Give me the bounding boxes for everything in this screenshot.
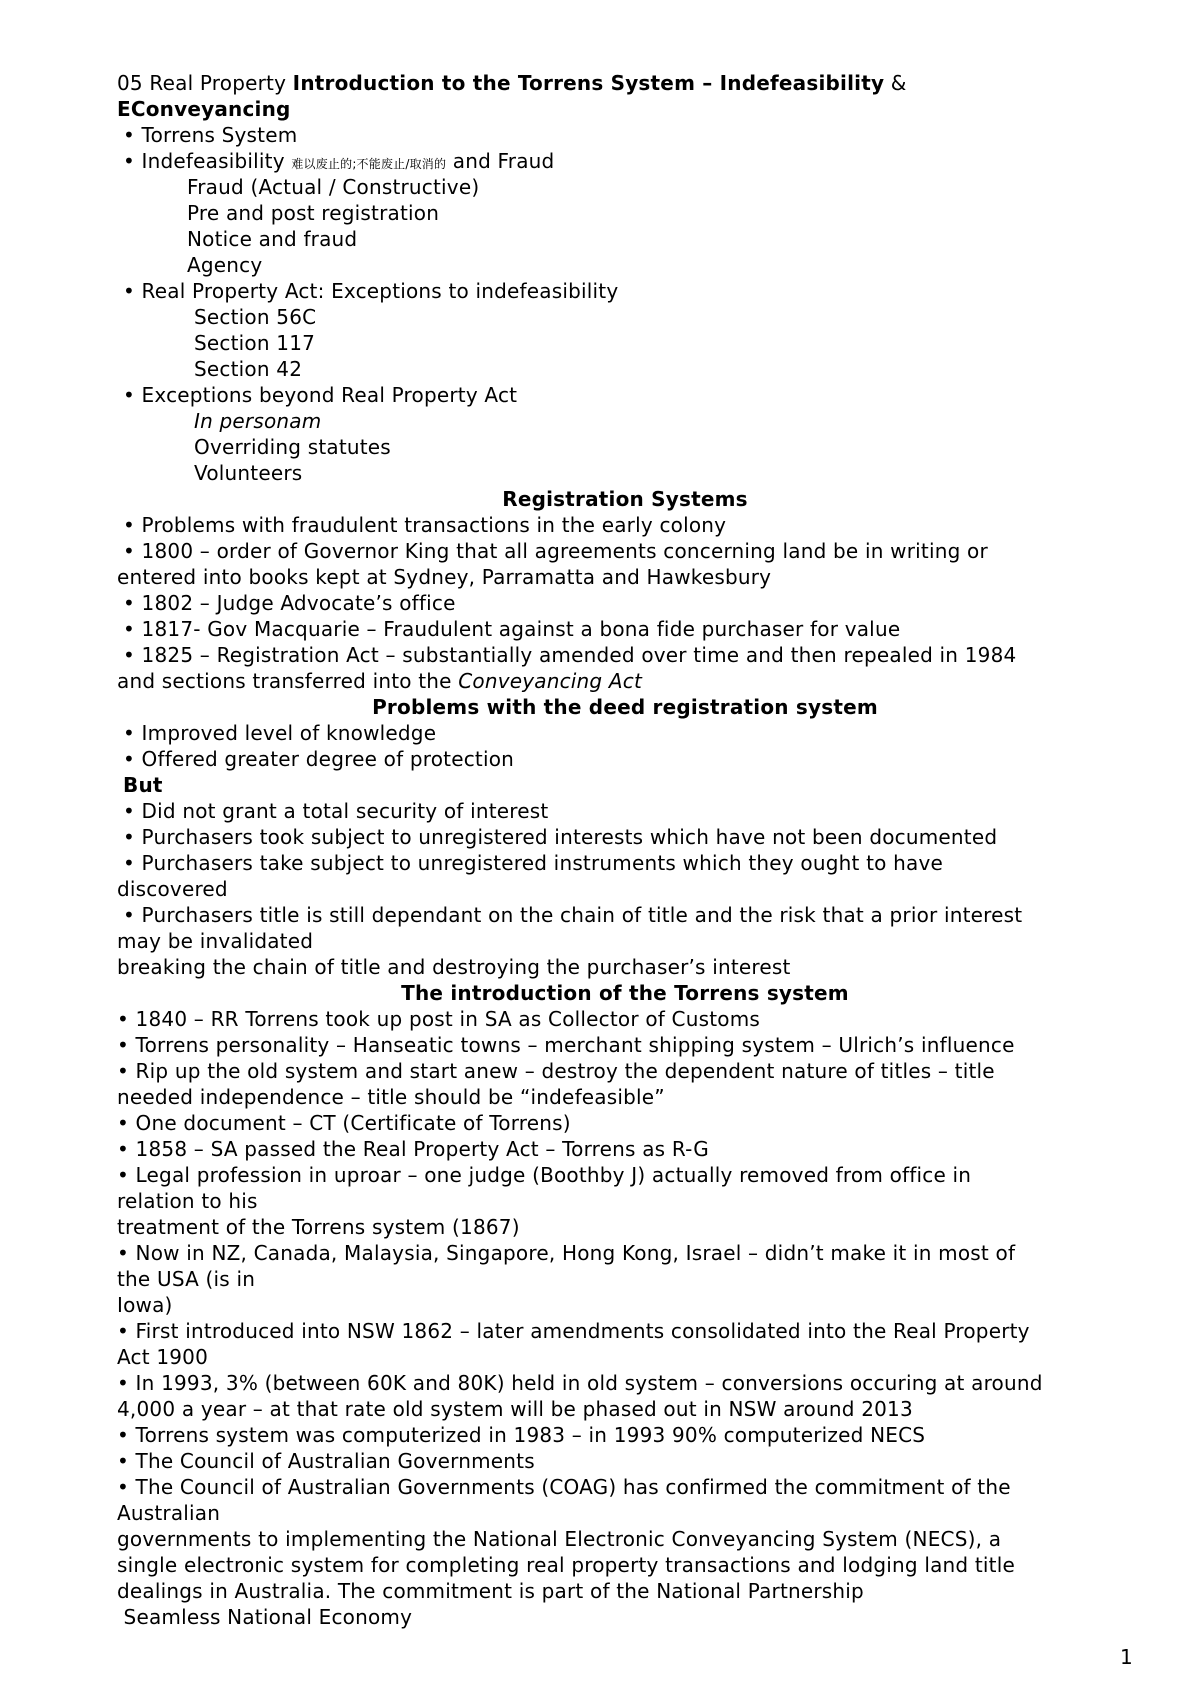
body-line: • One document – CT (Certificate of Torrens): [117, 1111, 571, 1135]
body-line: • Problems with fraudulent transactions in the early colony: [123, 513, 727, 537]
body-line: Iowa): [117, 1293, 173, 1317]
section-heading: The introduction of the Torrens system: [401, 981, 849, 1005]
outline-item: [123, 148, 554, 177]
body-line: Act 1900: [117, 1345, 209, 1369]
body-line: breaking the chain of title and destroying the purchaser’s interest: [117, 955, 791, 979]
title-bold: Introduction to the Torrens System – Indefeasibility: [292, 71, 885, 95]
body-line: • First introduced into NSW 1862 – later amendments consolidated into the Real Property: [117, 1319, 1030, 1343]
body-line: Seamless National Economy: [117, 1605, 413, 1629]
body-line: single electronic system for completing real property transactions and lodging land title: [117, 1553, 1015, 1577]
outline-subitem: Section 117: [194, 331, 316, 355]
body-line: • 1840 – RR Torrens took up post in SA as Collector of Customs: [117, 1007, 760, 1031]
but-label: But: [123, 773, 163, 797]
outline-subitem: Section 56C: [194, 305, 317, 329]
body-line: • Purchasers title is still dependant on the chain of title and the risk that a prior interest: [123, 903, 1023, 927]
document-title: [117, 70, 907, 96]
section-heading: Registration Systems: [502, 487, 748, 511]
body-line: • The Council of Australian Governments: [117, 1449, 535, 1473]
page-number: 1: [1120, 1645, 1133, 1669]
body-line: • Now in NZ, Canada, Malaysia, Singapore, Hong Kong, Israel – didn’t make it in most of: [117, 1241, 1016, 1265]
title-amp: &: [884, 71, 907, 95]
act-name: Conveyancing Act: [458, 669, 643, 693]
body-line: governments to implementing the National Electronic Conveyancing System (NECS), a: [117, 1527, 1002, 1551]
body-line: treatment of the Torrens system (1867): [117, 1215, 520, 1239]
outline-item: • Exceptions beyond Real Property Act: [123, 383, 518, 407]
outline-subitem: Notice and fraud: [187, 227, 358, 251]
body-line: • Torrens system was computerized in 1983 – in 1993 90% computerized NECS: [117, 1423, 926, 1447]
outline-item: • Real Property Act: Exceptions to indefeasibility: [123, 279, 619, 303]
body-line: • The Council of Australian Governments (COAG) has confirmed the commitment of the: [117, 1475, 1011, 1499]
body-line: [117, 668, 642, 694]
outline-subitem: Volunteers: [194, 461, 303, 485]
body-line: • Rip up the old system and start anew – destroy the dependent nature of titles – title: [117, 1059, 995, 1083]
section-heading: Problems with the deed registration system: [372, 695, 878, 719]
body-line: • 1802 – Judge Advocate’s office: [123, 591, 456, 615]
title-prefix: 05 Real Property: [117, 71, 293, 95]
body-line: • Purchasers take subject to unregistered instruments which they ought to have: [123, 851, 943, 875]
body-line: • Did not grant a total security of interest: [123, 799, 549, 823]
body-line: 4,000 a year – at that rate old system will be phased out in NSW around 2013: [117, 1397, 913, 1421]
body-line: • Purchasers took subject to unregistered interests which have not been documented: [123, 825, 998, 849]
body-line: needed independence – title should be “indefeasible”: [117, 1085, 665, 1109]
outline-subitem: Fraud (Actual / Constructive): [187, 175, 480, 199]
body-line: • Offered greater degree of protection: [123, 747, 515, 771]
body-line: • Torrens personality – Hanseatic towns – merchant shipping system – Ulrich’s influence: [117, 1033, 1015, 1057]
body-line: • 1817- Gov Macquarie – Fraudulent against a bona fide purchaser for value: [123, 617, 901, 641]
body-text: and sections transferred into the: [117, 669, 459, 693]
outline-subitem: In personam: [194, 409, 322, 433]
body-line: • 1825 – Registration Act – substantially amended over time and then repealed in 1984: [123, 643, 1017, 667]
body-line: • 1800 – order of Governor King that all agreements concerning land be in writing or: [123, 539, 988, 563]
body-line: may be invalidated: [117, 929, 314, 953]
outline-subitem: Section 42: [194, 357, 303, 381]
body-line: entered into books kept at Sydney, Parramatta and Hawkesbury: [117, 565, 772, 589]
document-title-line2: EConveyancing: [117, 97, 291, 121]
outline-subitem: Agency: [187, 253, 263, 277]
cjk-annotation: 难以废止的;不能废止/取消的: [291, 157, 447, 171]
outline-item-text: and Fraud: [446, 149, 555, 173]
body-line: Australian: [117, 1501, 221, 1525]
outline-item: • Torrens System: [123, 123, 298, 147]
outline-subitem: Pre and post registration: [187, 201, 440, 225]
body-line: • Legal profession in uproar – one judge (Boothby J) actually removed from office in: [117, 1163, 972, 1187]
body-line: • In 1993, 3% (between 60K and 80K) held in old system – conversions occuring at around: [117, 1371, 1043, 1395]
body-line: relation to his: [117, 1189, 258, 1213]
outline-subitem: Overriding statutes: [194, 435, 391, 459]
body-line: discovered: [117, 877, 228, 901]
body-line: the USA (is in: [117, 1267, 256, 1291]
body-line: • Improved level of knowledge: [123, 721, 437, 745]
body-line: • 1858 – SA passed the Real Property Act – Torrens as R-G: [117, 1137, 709, 1161]
body-line: dealings in Australia. The commitment is part of the National Partnership: [117, 1579, 864, 1603]
outline-item-text: • Indefeasibility: [123, 149, 292, 173]
